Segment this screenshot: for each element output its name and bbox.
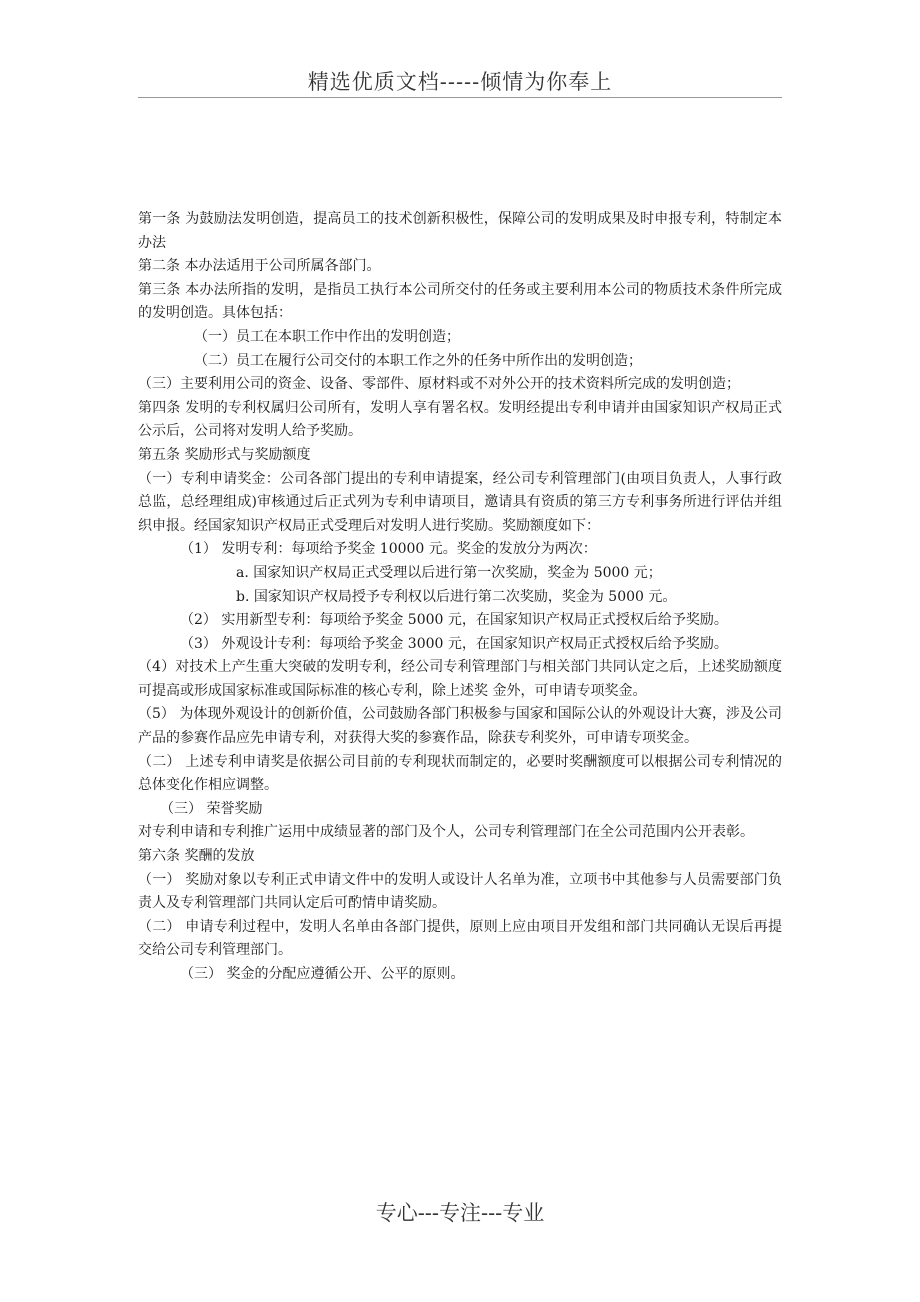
- article-5-section-3: （三） 荣誉奖励: [160, 800, 263, 817]
- article-3-item-1: （一）员工在本职工作中作出的发明创造；: [194, 328, 460, 345]
- article-5-title: 第五条 奖励形式与奖励额度: [138, 446, 311, 463]
- reward-breakthrough: （4）对技术上产生重大突破的发明专利，经公司专利管理部门与相关部门共同认定之后，上述奖励额度可提高或形成国家标准或国际标准的核心专利，除上述奖 金外，可申请专项奖金。: [138, 659, 782, 699]
- reward-invention-b: b. 国家知识产权局授予专利权以后进行第二次奖励，奖金为 5000 元。: [236, 588, 677, 605]
- header-divider: [138, 97, 782, 98]
- article-6-title: 第六条 奖酬的发放: [138, 848, 255, 865]
- article-3: 第三条 本办法所指的发明，是指员工执行本公司所交付的任务或主要利用本公司的物质技术条件所完成的发明创造。具体包括：: [138, 281, 782, 322]
- page-footer: 专心---专注---专业: [375, 1201, 545, 1225]
- reward-invention: （1） 发明专利：每项给予奖金 10000 元。奖金的发放分为两次：: [180, 541, 597, 558]
- reward-design-contest: （5） 为体现外观设计的创新价值，公司鼓励各部门积极参与国家和国际公认的外观设计大赛，涉及公司产品的参赛作品应先申请专利，对获得大奖的参赛作品，除获专利奖外，可申请专项奖金。: [138, 706, 782, 747]
- article-6-section-1: （一） 奖励对象以专利正式申请文件中的发明人或设计人名单为准，立项书中其他参与人员需要部门负责人及专利管理部门共同认定后可酌情申请奖励。: [138, 871, 782, 912]
- article-3-item-3: （三）主要利用公司的资金、设备、零部件、原材料或不对外公开的技术资料所完成的发明创造；: [138, 376, 740, 393]
- reward-utility-model: （2） 实用新型专利：每项给予奖金 5000 元，在国家知识产权局正式授权后给予奖励。: [180, 612, 728, 629]
- document-body: [138, 208, 782, 987]
- article-5-section-1: （一）专利申请奖金：公司各部门提出的专利申请提案，经公司专利管理部门(由项目负责人，人事行政总监，总经理组成)审核通过后正式列为专利申请项目，邀请具有资质的第三方专利事务所进行评估并组织申报。经国家知识产权局正式受理后对发明人进行奖励。奖励额度如下：: [138, 470, 782, 534]
- article-6-section-2: （二） 申请专利过程中，发明人名单由各部门提供，原则上应由项目开发组和部门共同确认无误后再提交给公司专利管理部门。: [138, 918, 782, 959]
- honor-reward-text: 对专利申请和专利推广运用中成绩显著的部门及个人，公司专利管理部门在全公司范围内公开表彰。: [138, 824, 754, 841]
- article-1: 第一条 为鼓励法发明创造，提高员工的技术创新积极性，保障公司的发明成果及时申报专利，特制定本办法: [138, 211, 782, 251]
- reward-invention-a: a. 国家知识产权局正式受理以后进行第一次奖励，奖金为 5000 元；: [236, 564, 662, 581]
- article-6-section-3: （三） 奖金的分配应遵循公开、公平的原则。: [180, 966, 465, 982]
- page-header: 精选优质文档-----倾情为你奉上: [307, 70, 613, 94]
- article-5-section-2: （二） 上述专利申请奖是依据公司目前的专利现状而制定的，必要时奖酬额度可以根据公司专利情况的总体变化作相应调整。: [138, 753, 782, 794]
- article-4: 第四条 发明的专利权属归公司所有，发明人享有署名权。发明经提出专利申请并由国家知识产权局正式公示后，公司将对发明人给予奖励。: [138, 399, 782, 440]
- reward-design: （3） 外观设计专利：每项给予奖金 3000 元，在国家知识产权局正式授权后给予奖励。: [180, 635, 728, 652]
- article-3-item-2: （二）员工在履行公司交付的本职工作之外的任务中所作出的发明创造；: [194, 352, 642, 369]
- article-2: 第二条 本办法适用于公司所属各部门。: [138, 258, 381, 275]
